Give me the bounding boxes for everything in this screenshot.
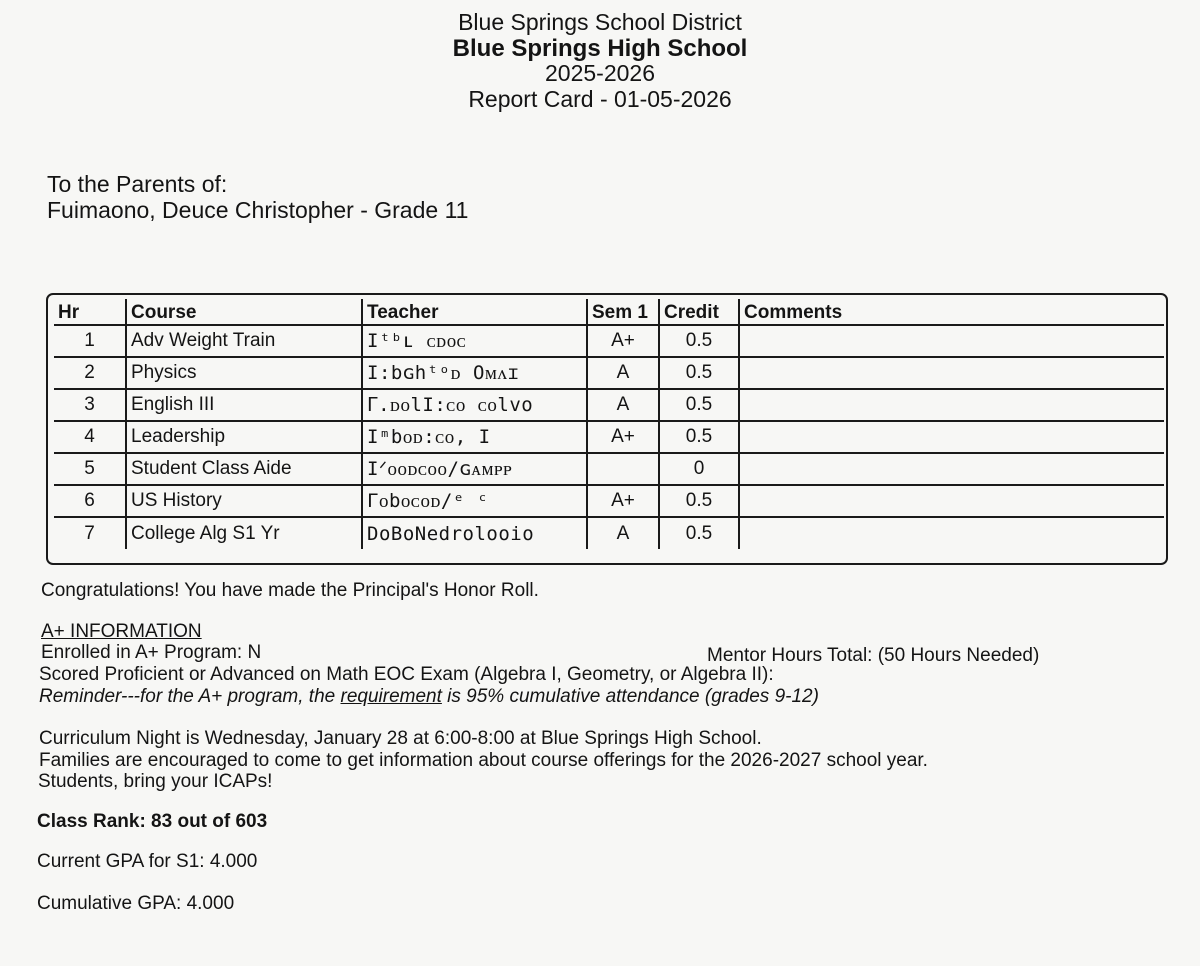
col-header-course: Course	[126, 299, 362, 325]
addressee	[47, 171, 468, 223]
table-row	[54, 421, 1164, 453]
school-name: Blue Springs High School	[452, 34, 748, 62]
credit-cell: 0.5	[659, 357, 739, 389]
grades-table	[54, 299, 1164, 549]
comments-cell	[739, 517, 1164, 549]
aplus-reminder	[39, 686, 819, 707]
credit-cell: 0.5	[659, 421, 739, 453]
report-header	[0, 10, 1200, 112]
cumulative-gpa: Cumulative GPA: 4.000	[37, 893, 235, 914]
class-rank: Class Rank: 83 out of 603	[37, 811, 268, 832]
honor-roll-message: Congratulations! You have made the Principal's Honor Roll.	[41, 580, 539, 601]
teacher-cell: Γᴏbᴏᴄᴏᴅ/ᵉ ᶜ	[362, 485, 587, 517]
sem1-cell: A	[587, 389, 659, 421]
reminder-requirement: requirement	[340, 686, 442, 707]
teacher-cell: Iᵗᵇʟ ᴄᴅᴏᴄ	[362, 325, 587, 357]
col-header-hr: Hr	[54, 299, 126, 325]
teacher-cell: ᒥ.ᴅᴏlI:ᴄᴏ ᴄᴏlvo	[362, 389, 587, 421]
table-row	[54, 389, 1164, 421]
comments-cell	[739, 421, 1164, 453]
hr-cell: 5	[54, 453, 126, 485]
course-cell: Leadership	[126, 421, 362, 453]
comments-cell	[739, 453, 1164, 485]
hr-cell: 2	[54, 357, 126, 389]
hr-cell: 4	[54, 421, 126, 453]
table-row	[54, 517, 1164, 549]
curriculum-night: Curriculum Night is Wednesday, January 28 at 6:00-8:00 at Blue Springs High School.	[39, 728, 762, 749]
student-name: Fuimaono, Deuce Christopher - Grade 11	[47, 197, 469, 223]
table-row	[54, 453, 1164, 485]
curriculum-families: Families are encouraged to come to get information about course offerings for the 2026-2027 school year.	[39, 750, 928, 771]
comments-cell	[739, 485, 1164, 517]
credit-cell: 0	[659, 453, 739, 485]
course-cell: Adv Weight Train	[126, 325, 362, 357]
course-cell: College Alg S1 Yr	[126, 517, 362, 549]
sem1-cell: A	[587, 517, 659, 549]
reminder-text: Reminder---for the A+ program, the	[39, 686, 341, 707]
credit-cell: 0.5	[659, 325, 739, 357]
col-header-comments: Comments	[739, 299, 1164, 325]
table-header-row	[54, 299, 1164, 325]
report-title: Report Card - 01-05-2026	[468, 85, 732, 112]
aplus-eoc-scored: Scored Proficient or Advanced on Math EOC Exam (Algebra I, Geometry, or Algebra II):	[39, 664, 774, 685]
course-cell: Student Class Aide	[126, 453, 362, 485]
school-year: 2025-2026	[545, 60, 655, 86]
credit-cell: 0.5	[659, 517, 739, 549]
col-header-credit: Credit	[659, 299, 739, 325]
teacher-cell: I:bɢhᵗᵒᴅ Oᴍᴧɪ	[362, 357, 587, 389]
sem1-cell: A+	[587, 421, 659, 453]
credit-cell: 0.5	[659, 485, 739, 517]
course-cell: English III	[126, 389, 362, 421]
grades-table-frame	[46, 293, 1168, 565]
comments-cell	[739, 389, 1164, 421]
aplus-mentor-hours: Mentor Hours Total: (50 Hours Needed)	[707, 645, 1040, 666]
aplus-enrolled: Enrolled in A+ Program: N	[41, 642, 262, 663]
table-row	[54, 485, 1164, 517]
hr-cell: 3	[54, 389, 126, 421]
aplus-title: A+ INFORMATION	[41, 621, 202, 642]
sem1-cell: A+	[587, 485, 659, 517]
hr-cell: 1	[54, 325, 126, 357]
table-row	[54, 357, 1164, 389]
table-row	[54, 325, 1164, 357]
reminder-text-end: is 95% cumulative attendance (grades 9-12)	[441, 686, 819, 707]
curriculum-icaps: Students, bring your ICAPs!	[38, 771, 273, 792]
hr-cell: 7	[54, 517, 126, 549]
current-gpa: Current GPA for S1: 4.000	[37, 851, 258, 872]
sem1-cell: A	[587, 357, 659, 389]
hr-cell: 6	[54, 485, 126, 517]
course-cell: Physics	[126, 357, 362, 389]
col-header-sem1: Sem 1	[587, 299, 659, 325]
sem1-cell	[587, 453, 659, 485]
teacher-cell: Iᵐbᴏᴅ:ᴄᴏ, I	[362, 421, 587, 453]
teacher-cell: Iᐟᴏᴏᴅᴄᴏᴏ/ɢᴀᴍᴘᴘ	[362, 453, 587, 485]
teacher-cell: DoBoNedrolooio	[362, 517, 587, 549]
comments-cell	[739, 357, 1164, 389]
credit-cell: 0.5	[659, 389, 739, 421]
course-cell: US History	[126, 485, 362, 517]
comments-cell	[739, 325, 1164, 357]
sem1-cell: A+	[587, 325, 659, 357]
col-header-teacher: Teacher	[362, 299, 587, 325]
addressee-line: To the Parents of:	[47, 171, 228, 197]
district-name: Blue Springs School District	[458, 9, 742, 35]
